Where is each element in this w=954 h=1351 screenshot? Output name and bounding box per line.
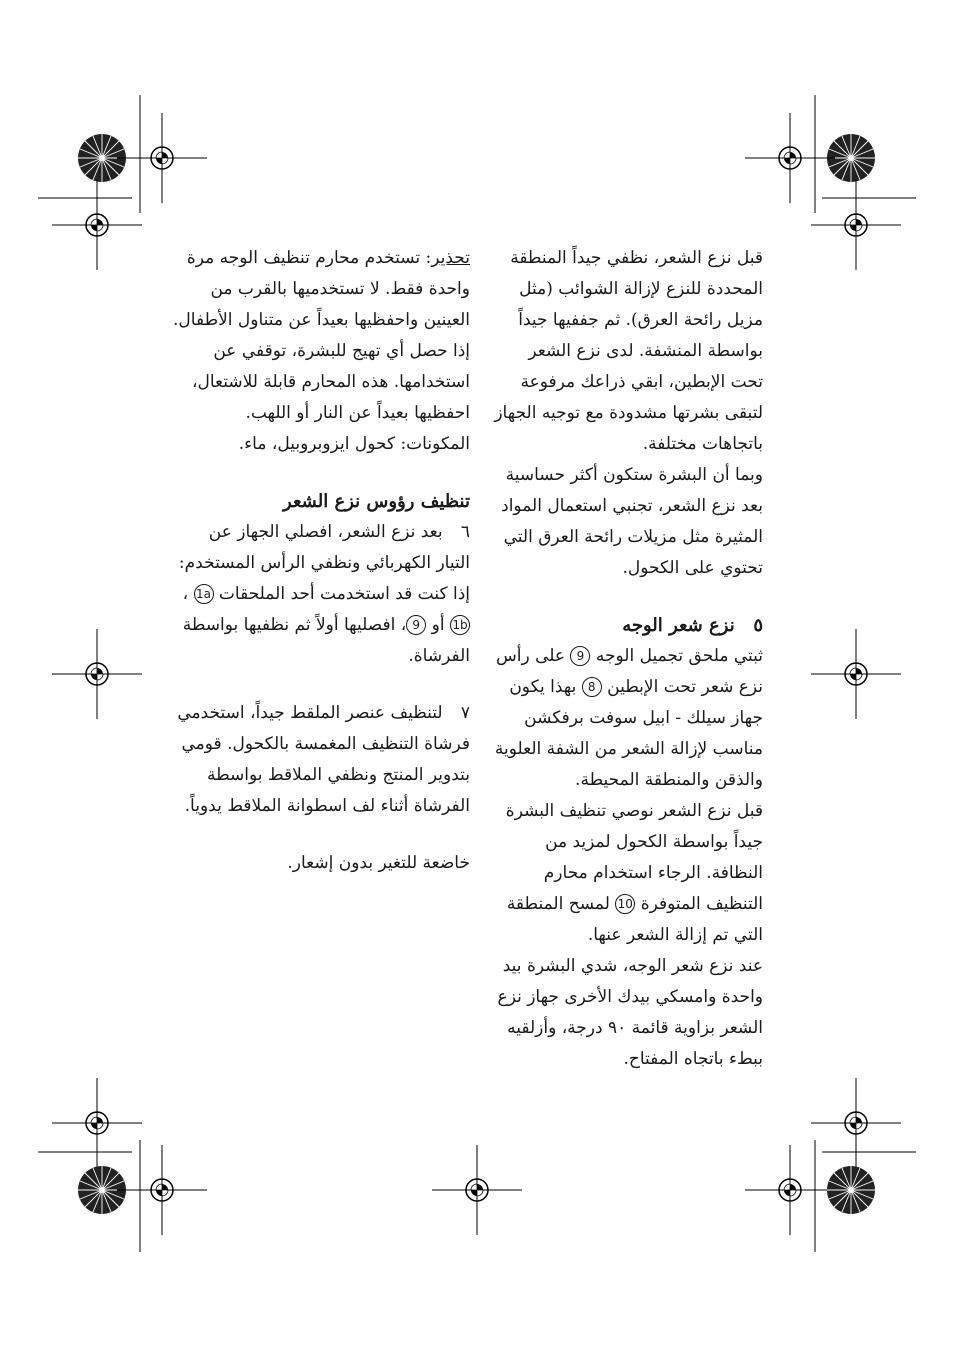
facial-technique-paragraph: عند نزع شعر الوجه، شدي البشرة بيد واحدة وامسكي بيدك الأخرى جهاز نزع الشعر بزاوية قائمة ٩٠ درجة، وأزلقيه ببطء باتجاه المفتاح.	[497, 956, 763, 1069]
sensitive-skin-paragraph: وبما أن البشرة ستكون أكثر حساسية بعد نزع الشعر، تجنبي استعمال المواد المثيرة مثل مزيلات رائحة العرق التي تحتوي على الكحول.	[501, 465, 763, 578]
color-star-icon	[827, 1166, 875, 1214]
text-run: لتنظيف عنصر الملقط جيداً، استخدمي فرشاة التنظيف المغمسة بالكحول. قومي بتدوير المنتج ونظفي الملاقط بواسطة الفرشاة أثناء لف اسطوانة الملاقط يدوياً.	[177, 703, 470, 816]
text-run: ثبتي ملحق تجميل الوجه	[595, 646, 763, 666]
section-title: نزع شعر الوجه	[622, 615, 735, 636]
warning-label: تحذير	[431, 248, 470, 268]
registration-target-icon	[745, 113, 835, 203]
step-number: ٧	[460, 703, 470, 723]
warning-paragraph	[170, 243, 470, 429]
disclaimer-line: خاضعة للتغير بدون إشعار.	[287, 853, 470, 873]
reference-number-badge: 1b	[450, 615, 470, 635]
reference-number-badge: 9	[570, 646, 590, 666]
right-column	[492, 243, 763, 1075]
left-column	[170, 243, 470, 879]
registration-target-icon	[745, 1145, 835, 1235]
step-6-paragraph	[170, 517, 470, 672]
facial-cap-paragraph	[492, 641, 763, 796]
registration-target-icon	[811, 180, 901, 270]
section-5-heading	[492, 610, 763, 641]
reference-number-badge: 9	[406, 615, 426, 635]
hair-removal-prep-paragraph: قبل نزع الشعر، نظفي جيداً المنطقة المحددة للنزع لإزالة الشوائب (مثل مزيل رائحة العرق). ثم جففيها جيداً بواسطة المنشفة. لدى نزع الشعر تحت الإبطين، ابقي ذراعك مرفوعة لتبقى بشرتها مشدودة مع توجيه الجهاز باتجاهات مختلفة.	[494, 248, 763, 454]
registration-target-icon	[52, 1078, 142, 1168]
registration-target-icon	[52, 629, 142, 719]
cleaning-heading: تنظيف رؤوس نزع الشعر	[283, 491, 470, 512]
step-7-paragraph	[170, 698, 470, 822]
ingredients-line: المكونات: كحول ايزوبروبيل، ماء.	[238, 434, 470, 454]
text-run: بعد نزع الشعر، افصلي الجهاز عن التيار الكهربائي ونظفي الرأس المستخدم: إذا كنت قد استخدمت أحد الملحقات	[178, 522, 470, 604]
text-run: أو	[431, 615, 445, 635]
text-run: على رأس نزع شعر تحت الإبطين	[496, 646, 763, 697]
cleaning-wipes-paragraph	[492, 796, 763, 951]
reference-number-badge: 8	[582, 677, 602, 697]
warning-text: : تستخدم محارم تنظيف الوجه مرة واحدة فقط. لا تستخدميها بالقرب من العينين واحفظيها بعيداً عن متناول الأطفال. إذا حصل أي تهيج للبشرة، توقفي عن استخدامها. هذه المحارم قابلة للاشتعال، احفظيها بعيداً عن النار أو اللهب.	[173, 248, 470, 423]
section-number: ٥	[753, 615, 763, 636]
registration-target-icon	[432, 1145, 522, 1235]
text-run: لمسح المنطقة التي تم إزالة الشعر عنها.	[506, 894, 763, 945]
text-run: ،	[182, 584, 189, 604]
registration-target-icon	[811, 629, 901, 719]
registration-target-icon	[52, 180, 142, 270]
reference-number-badge: 1a	[194, 584, 214, 604]
registration-target-icon	[117, 1145, 207, 1235]
text-run: بهذا يكون جهاز سيلك - ابيل سوفت برفكشن مناسب لإزالة الشعر من الشفة العلوية والذقن والمنطقة المحيطة.	[494, 677, 763, 790]
step-number: ٦	[460, 522, 470, 542]
text-run: قبل نزع الشعر نوصي تنظيف البشرة جيداً بواسطة الكحول لمزيد من النظافة. الرجاء استخدام محارم التنظيف المتوفرة	[505, 801, 763, 914]
reference-number-badge: 10	[615, 894, 635, 914]
text-run: ، افصليها أولاً ثم نظفيها بواسطة الفرشاة.	[182, 615, 470, 666]
registration-target-icon	[811, 1078, 901, 1168]
registration-target-icon	[117, 113, 207, 203]
